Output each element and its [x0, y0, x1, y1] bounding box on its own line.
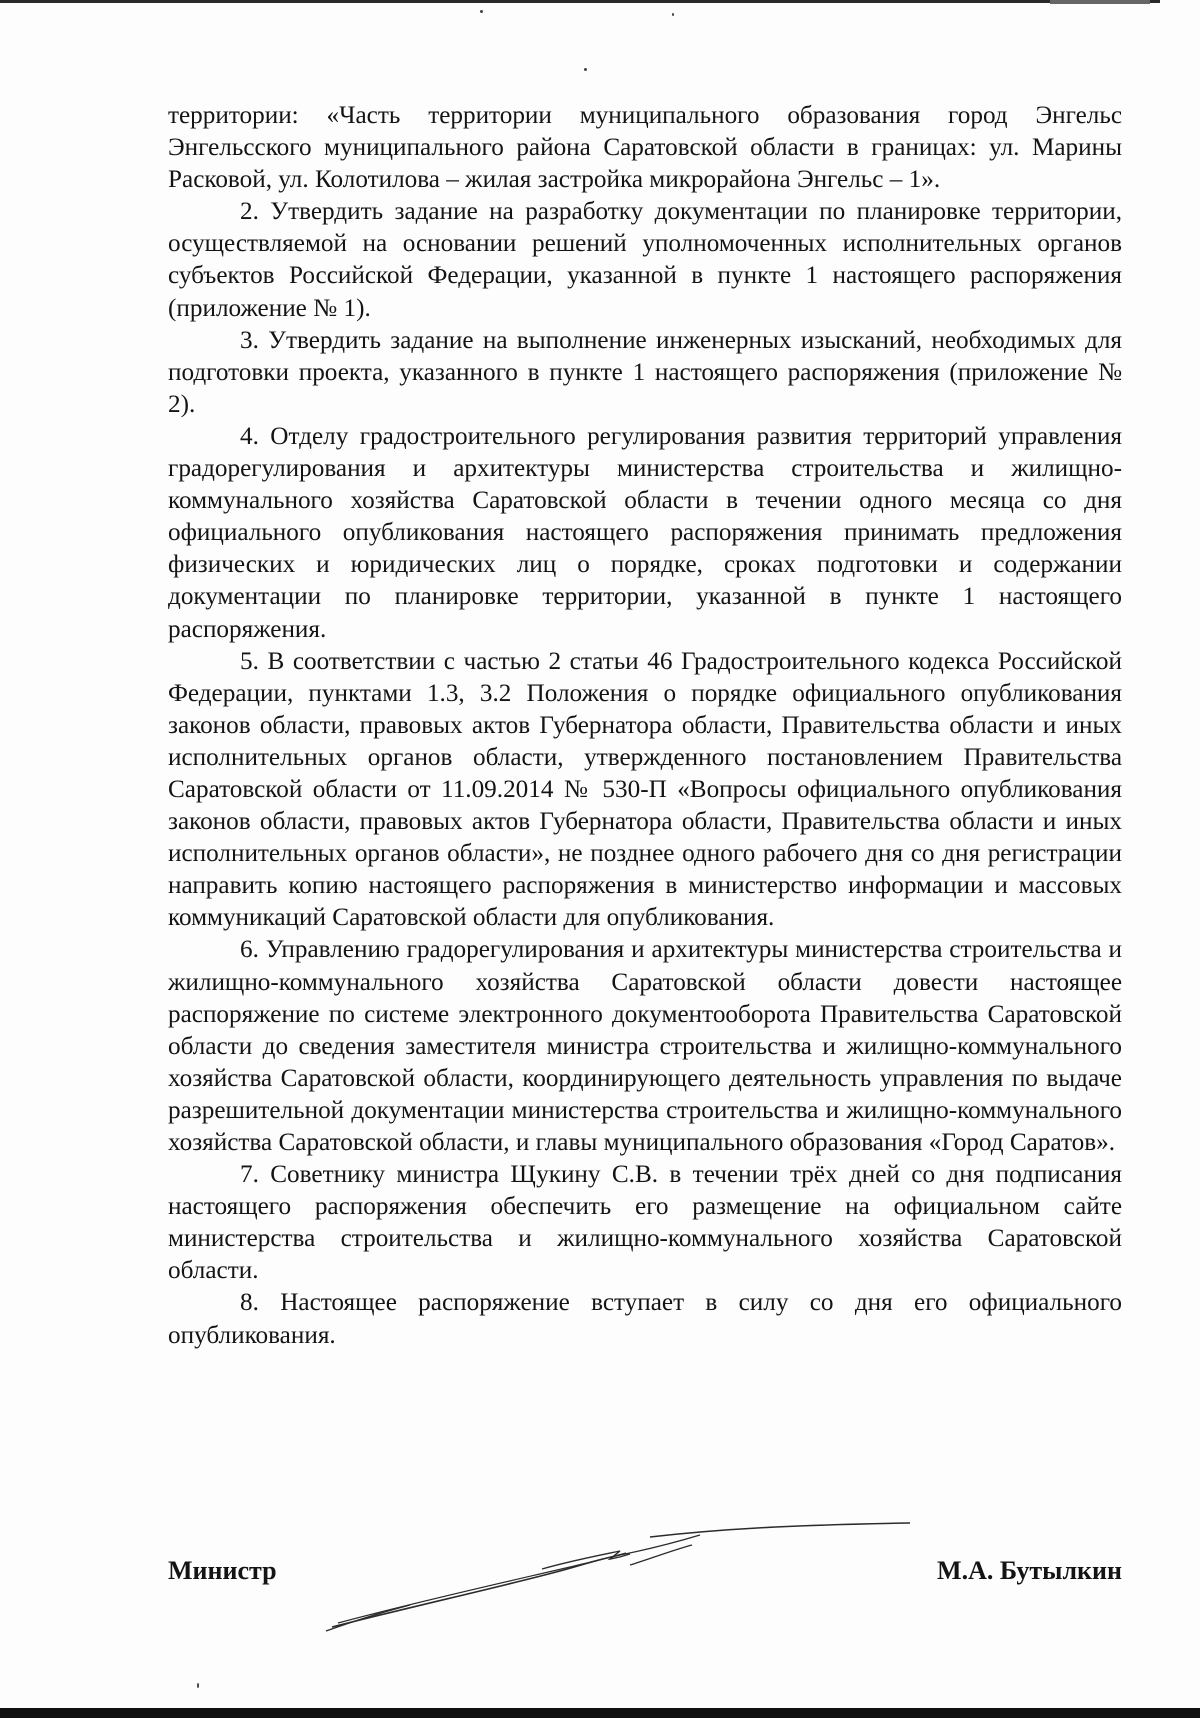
paragraph-1-continuation: территории: «Часть территории муниципального образования город Энгельс Энгельсского муниципального района Саратовской области в границах: ул. Марины Расковой, ул. Колотилова – жилая застройка микрорайона Энгельс – 1».	[168, 102, 1122, 194]
scan-speck	[197, 1683, 199, 1688]
signature-stroke	[620, 1535, 700, 1555]
paragraph-item-6: 6. Управлению градорегулирования и архитектуры министерства строительства и жилищно-коммунального хозяйства Саратовской области довести настоящее распоряжение по системе электронного документооборота Правительства Саратовской области до сведения заместителя министра строительства и жилищно-коммунального хозяйства Саратовской области, координирующего деятельность управления по выдаче разрешительной документации министерства строительства и жилищно-коммунального хозяйства Саратовской области, и главы муниципального образования «Город Саратов».	[168, 936, 1122, 1156]
signature-stroke	[650, 1523, 910, 1537]
position-title: Министр	[168, 1556, 277, 1585]
paragraph-item-8: 8. Настоящее распоряжение вступает в силу со дня его официального опубликования.	[168, 1289, 1122, 1349]
scan-edge-top	[0, 0, 1160, 3]
scan-edge-top-right	[1050, 0, 1150, 4]
paragraph-item-4: 4. Отделу градостроительного регулирования развития территорий управления градорегулирования и архитектуры министерства строительства и жилищно-коммунального хозяйства Саратовской области в течении одного месяца со дня официального опубликования настоящего распоряжения принимать предложения физических и юридических лиц о порядке, сроках подготовки и содержании документации по планировке территории, указанной в пункте 1 настоящего распоряжения.	[168, 422, 1122, 643]
scan-speck	[672, 13, 674, 16]
signature-block	[168, 1556, 1122, 1596]
document-body	[168, 100, 1122, 1352]
scan-edge-bottom	[0, 1708, 1200, 1718]
paragraph-item-2: 2. Утвердить задание на разработку документации по планировке территории, осуществляемой на основании решений уполномоченных исполнительных органов субъектов Российской Федерации, указанной в пункте 1 настоящего распоряжения (приложение № 1).	[168, 198, 1122, 322]
paragraph-item-7: 7. Советнику министра Щукину С.В. в течении трёх дней со дня подписания настоящего распоряжения обеспечить его размещение на официальном сайте министерства строительства и жилищно-коммунального хозяйства Саратовской области.	[168, 1161, 1122, 1285]
paragraph-item-3: 3. Утвердить задание на выполнение инженерных изысканий, необходимых для подготовки проекта, указанного в пункте 1 настоящего распоряжения (приложение № 2).	[168, 326, 1122, 418]
signer-name: М.А. Бутылкин	[937, 1556, 1122, 1585]
scan-speck	[480, 10, 483, 13]
scan-speck	[584, 68, 587, 71]
paragraph-item-5: 5. В соответствии с частью 2 статьи 46 Градостроительного кодекса Российской Федерации, пунктами 1.3, 3.2 Положения о порядке официального опубликования законов области, правовых актов Губернатора области, Правительства области и иных исполнительных органов области, утвержденного постановлением Правительства Саратовской области от 11.09.2014 № 530-П «Вопросы официального опубликования законов области, правовых актов Губернатора области, Правительства области и иных исполнительных органов области», не позднее одного рабочего дня со дня регистрации направить копию настоящего распоряжения в министерство информации и массовых коммуникаций Саратовской области для опубликования.	[168, 647, 1122, 932]
